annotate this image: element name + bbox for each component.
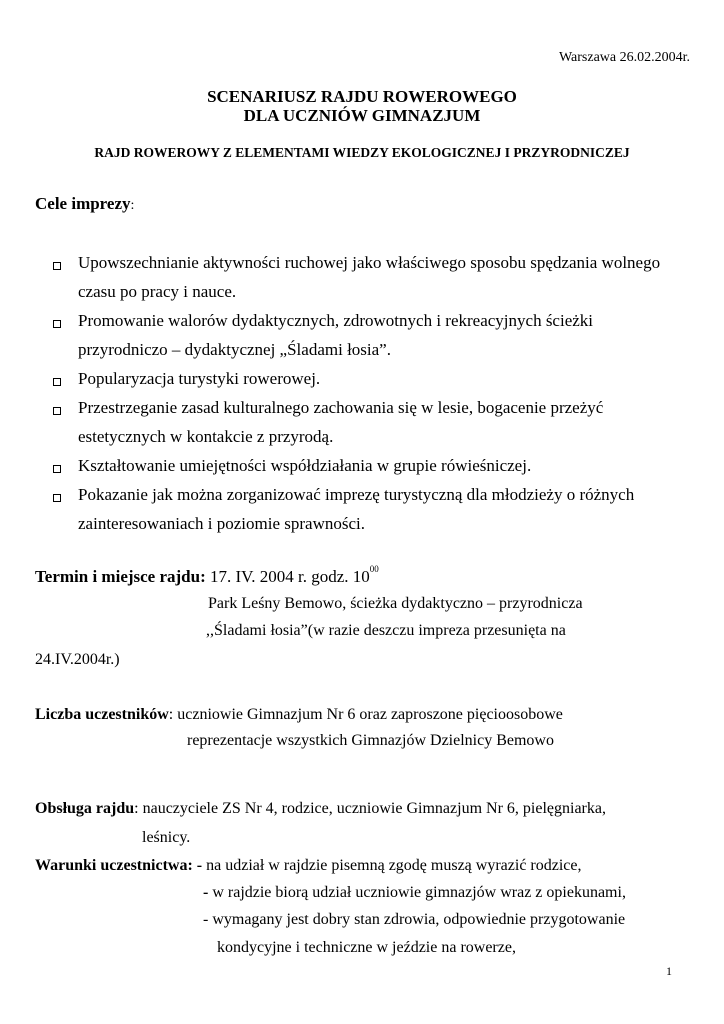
obsluga-continuation: leśnicy. (142, 829, 191, 846)
bullet-icon (53, 407, 61, 415)
list-item-continuation: estetycznych w kontakcie z przyrodą. (78, 427, 334, 446)
warunki-condition: na udział w rajdzie pisemną zgodę muszą wyrazić rodzice, (206, 857, 582, 874)
warunki-condition-2: - w rajdzie biorą udział uczniowie gimnazjów wraz z opiekunami, (203, 884, 626, 901)
document-subtitle: RAJD ROWEROWY Z ELEMENTAMI WIEDZY EKOLOGICZNEJ I PRZYRODNICZEJ (94, 145, 630, 160)
termin-date: 17. IV. 2004 r. godz. 10 (210, 567, 370, 586)
document-title-line1: SCENARIUSZ RAJDU ROWEROWEGO (207, 87, 517, 106)
warunki-label: Warunki uczestnictwa: (35, 857, 193, 874)
liczba-text: uczniowie Gimnazjum Nr 6 oraz zaproszone pięcioosobowe (177, 706, 563, 723)
warunki-condition-3: - wymagany jest dobry stan zdrowia, odpowiednie przygotowanie (203, 911, 626, 928)
bullet-icon (53, 465, 61, 473)
list-item: Popularyzacja turystyki rowerowej. (78, 369, 321, 388)
bullet-icon (53, 378, 61, 386)
list-item-continuation: czasu po pracy i nauce. (78, 282, 237, 301)
page-number: 1 (666, 964, 672, 978)
warunki-line: Warunki uczestnictwa: - na udział w rajdzie pisemną zgodę muszą wyrazić rodzice, (35, 857, 582, 874)
list-item: Przestrzeganie zasad kulturalnego zachowania się w lesie, bogacenie przeżyć (78, 398, 604, 417)
list-item-continuation: zainteresowaniach i poziomie sprawności. (78, 514, 366, 533)
termin-label: Termin i miejsce rajdu: (35, 567, 206, 586)
termin-line (35, 564, 379, 587)
liczba-continuation: reprezentacje wszystkich Gimnazjów Dzielnicy Bemowo (187, 732, 554, 749)
goals-heading: Cele imprezy: (35, 194, 135, 213)
obsluga-label: Obsługa rajdu (35, 800, 135, 817)
liczba-line: Liczba uczestników: uczniowie Gimnazjum Nr 6 oraz zaproszone pięcioosobowe (35, 706, 563, 723)
termin-alt-date: 24.IV.2004r.) (35, 651, 120, 668)
document-title-line2: DLA UCZNIÓW GIMNAZJUM (243, 106, 481, 125)
bullet-icon (53, 320, 61, 328)
termin-trail: ,,Śladami łosia”(w razie deszczu impreza przesunięta na (206, 622, 566, 639)
obsluga-line: Obsługa rajdu: nauczyciele ZS Nr 4, rodzice, uczniowie Gimnazjum Nr 6, pielęgniarka, (35, 800, 606, 817)
bullet-icon (53, 262, 61, 270)
termin-time-sup: 00 (369, 564, 379, 575)
document-date: Warszawa 26.02.2004r. (558, 50, 690, 65)
list-item-continuation: przyrodniczo – dydaktycznej „Śladami łosia”. (78, 340, 391, 359)
warunki-condition-3-continuation: kondycyjne i techniczne w jeździe na rowerze, (217, 939, 516, 956)
list-item: Upowszechnianie aktywności ruchowej jako właściwego sposobu spędzania wolnego (78, 253, 661, 272)
list-item: Kształtowanie umiejętności współdziałania w grupie rówieśniczej. (78, 456, 532, 475)
list-item: Promowanie walorów dydaktycznych, zdrowotnych i rekreacyjnych ścieżki (78, 311, 594, 330)
obsluga-text: nauczyciele ZS Nr 4, rodzice, uczniowie Gimnazjum Nr 6, pielęgniarka, (142, 800, 606, 817)
termin-place: Park Leśny Bemowo, ścieżka dydaktyczno – przyrodnicza (208, 595, 583, 612)
bullet-icon (53, 494, 61, 502)
list-item: Pokazanie jak można zorganizować imprezę turystyczną dla młodzieży o różnych (78, 485, 635, 504)
liczba-label: Liczba uczestników (35, 706, 169, 723)
